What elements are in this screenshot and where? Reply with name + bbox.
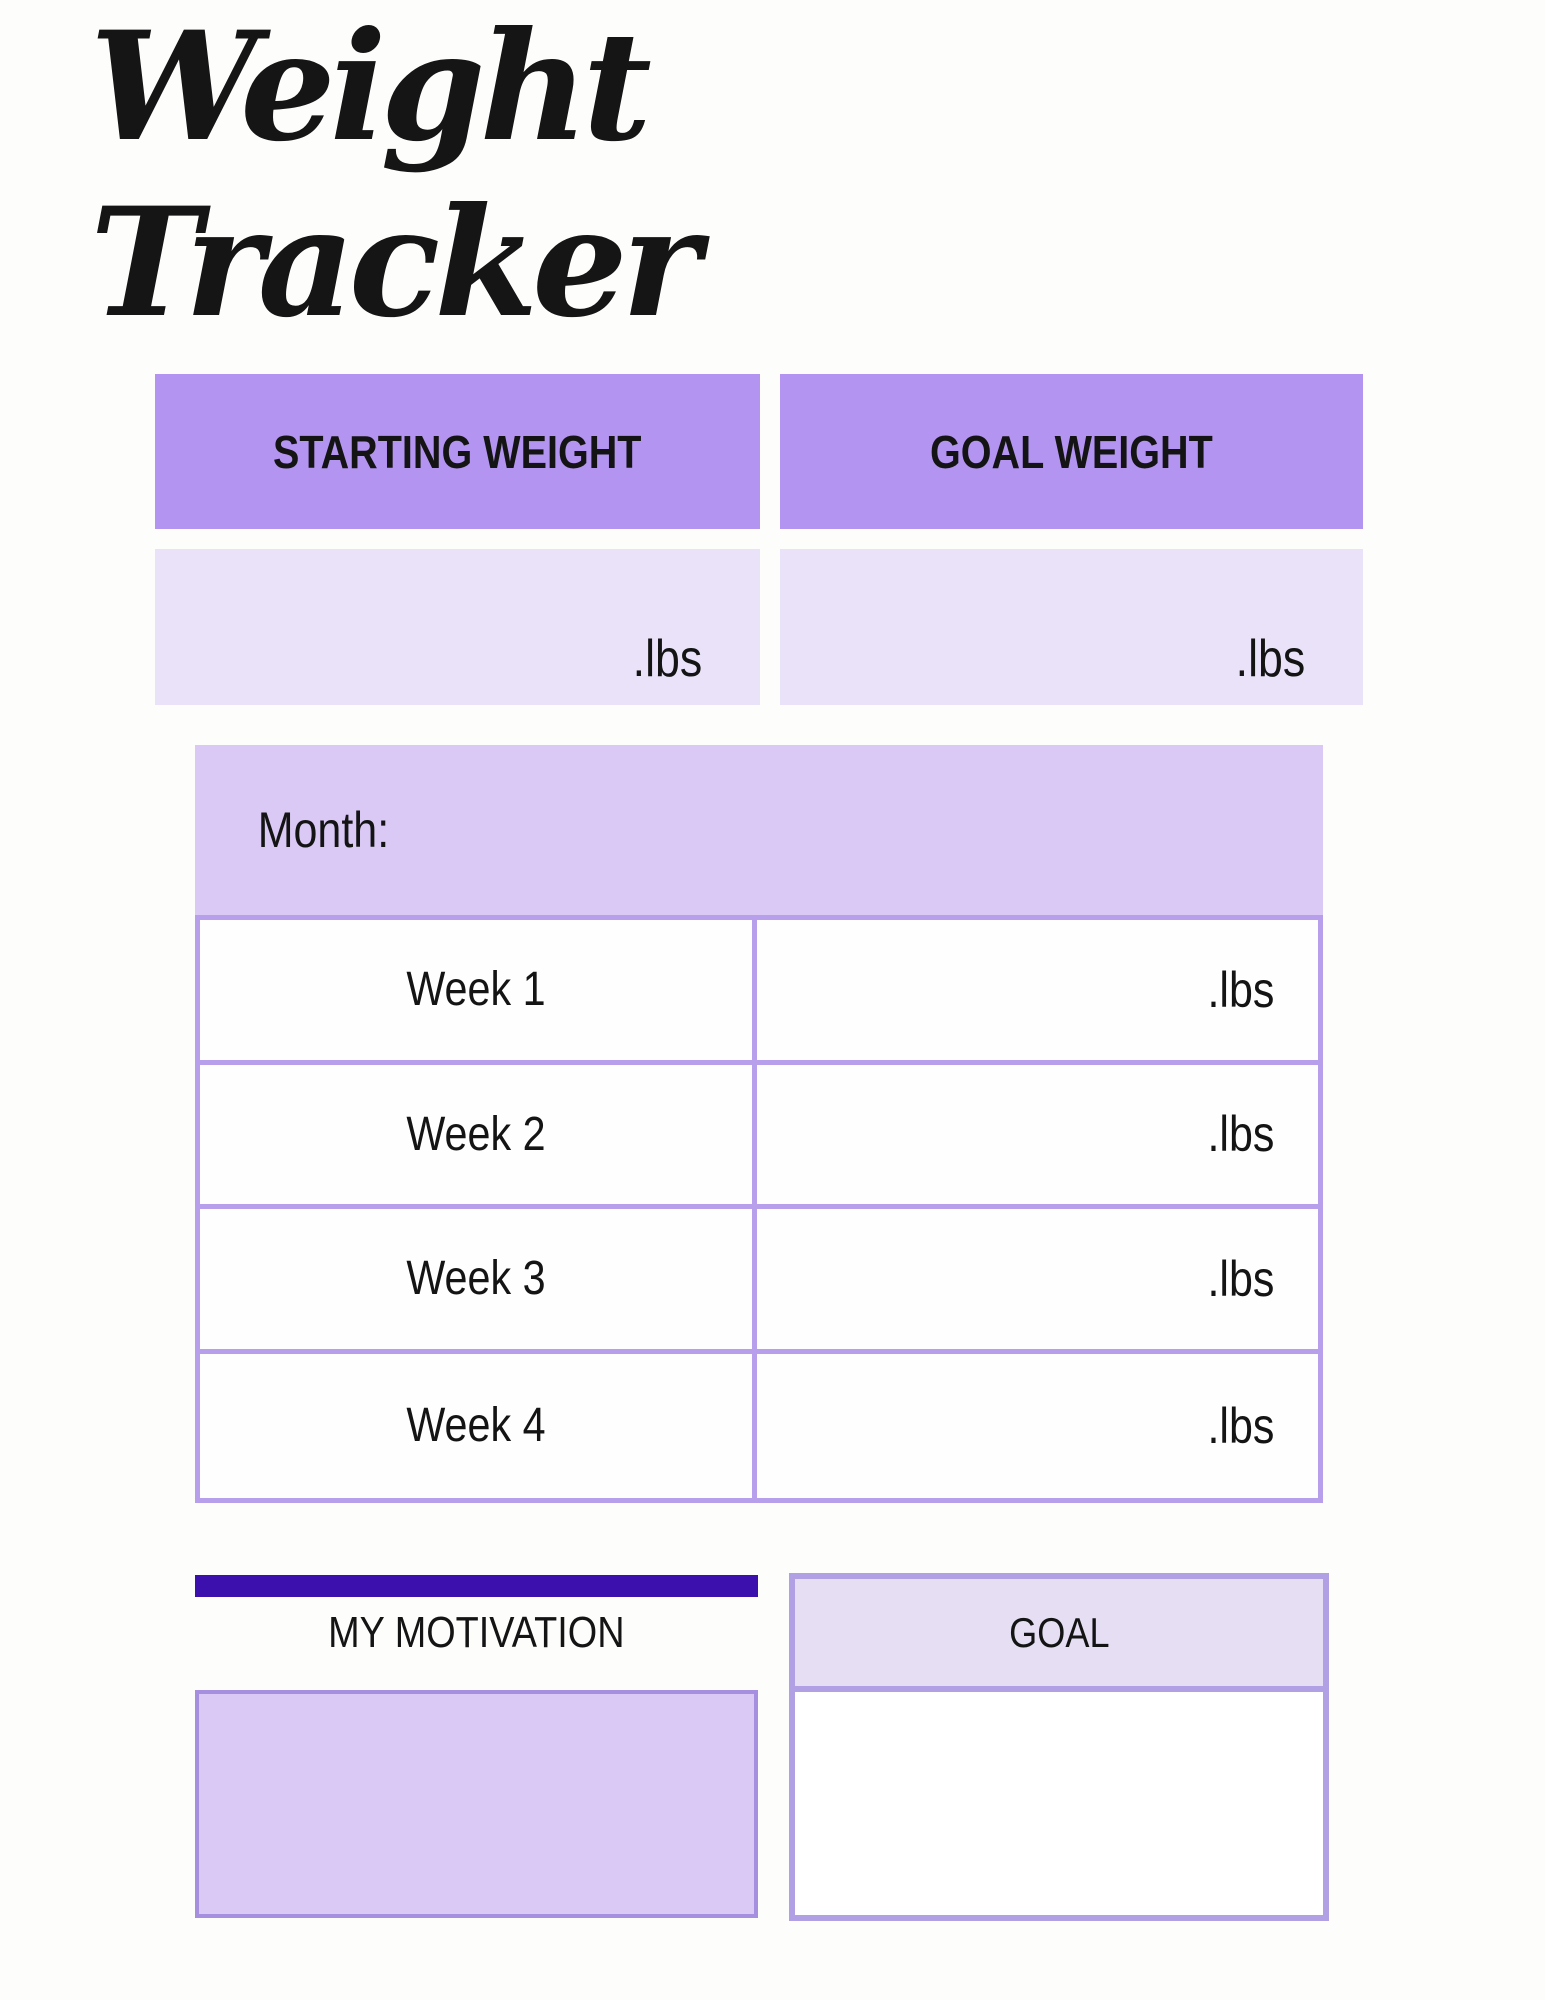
table-row-week2-value[interactable] [757,1065,1318,1210]
week1-label-text: Week 1 [406,963,546,1017]
weekly-weight-table [195,915,1323,1503]
month-label: Month: [257,802,390,858]
goal-card-heading-text: GOAL [1008,1608,1110,1656]
month-header-bar[interactable] [195,745,1323,915]
table-row-week4-label [200,1354,757,1499]
goal-weight-header [780,374,1363,529]
week3-unit-text: .lbs [1207,1250,1275,1307]
week3-label-text: Week 3 [406,1252,546,1306]
page-title-text: Weight Tracker [90,0,695,351]
page-title [90,0,1180,351]
goal-weight-input-box[interactable] [780,549,1363,705]
starting-weight-label: STARTING WEIGHT [273,425,642,478]
starting-weight-input-box[interactable] [155,549,760,705]
table-row-week3-value[interactable] [757,1209,1318,1354]
motivation-input-box[interactable] [195,1690,758,1918]
goal-weight-unit: .lbs [1235,630,1306,688]
goal-input-box[interactable] [795,1692,1323,1911]
week4-unit-text: .lbs [1207,1397,1275,1454]
motivation-heading-text: MY MOTIVATION [328,1608,625,1657]
table-row-week1-label [200,920,757,1065]
motivation-accent-bar [195,1575,758,1597]
goal-weight-label: GOAL WEIGHT [930,425,1213,478]
week2-label-text: Week 2 [406,1107,546,1161]
table-row-week1-value[interactable] [757,920,1318,1065]
week1-unit-text: .lbs [1207,961,1275,1018]
table-row-week2-label [200,1065,757,1210]
week2-unit-text: .lbs [1207,1106,1275,1163]
goal-card-header [795,1579,1323,1692]
table-row-week3-label [200,1209,757,1354]
motivation-heading [195,1602,758,1664]
week4-label-text: Week 4 [406,1399,546,1453]
starting-weight-unit: .lbs [632,630,703,688]
goal-card [789,1573,1329,1921]
starting-weight-header [155,374,760,529]
table-row-week4-value[interactable] [757,1354,1318,1499]
